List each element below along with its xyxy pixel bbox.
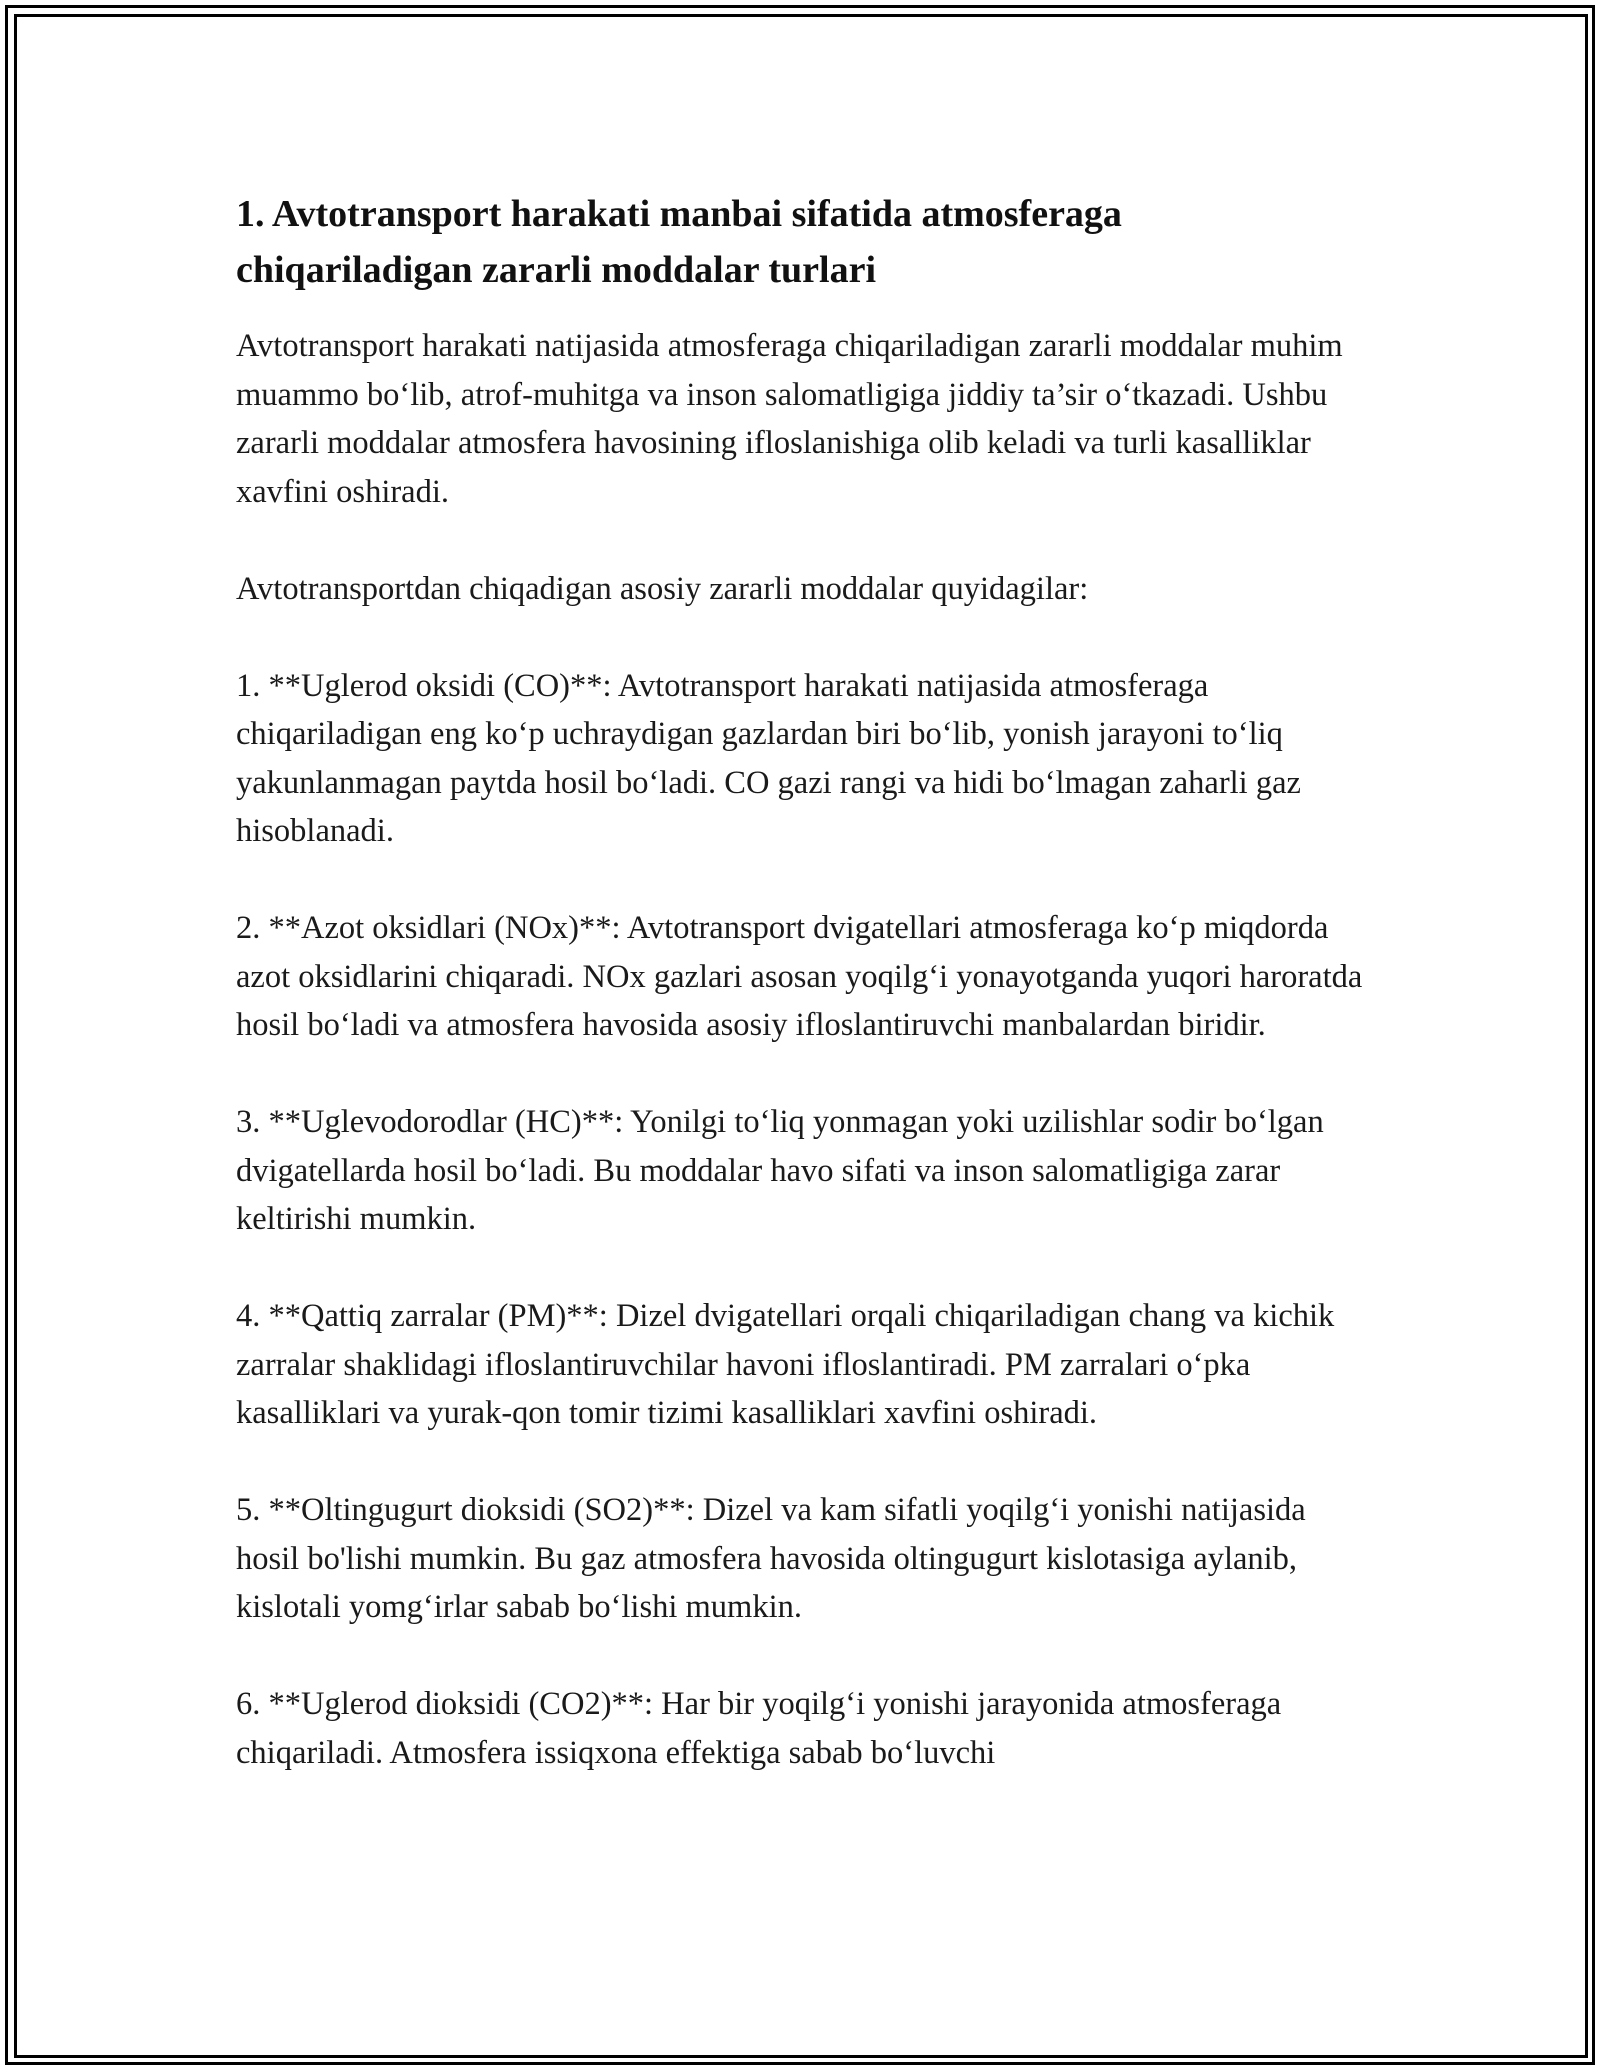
- list-item-pm: 4. **Qattiq zarralar (PM)**: Dizel dvigatellari orqali chiqariladigan chang va kichik zarralar shaklidagi ifloslantiruvchilar havoni ifloslantiradi. PM zarralari o‘pka kasalliklari va yurak-qon tomir tizimi kasalliklari xavfini oshiradi.: [236, 1298, 1335, 1431]
- list-intro-paragraph: Avtotransportdan chiqadigan asosiy zararli moddalar quyidagilar:: [236, 570, 1089, 607]
- section-heading: 1. Avtotransport harakati manbai sifatida atmosferaga chiqariladigan zararli moddalar turlari: [236, 193, 1122, 291]
- list-item-nox: 2. **Azot oksidlari (NOx)**: Avtotransport dvigatellari atmosferaga ko‘p miqdorda azot oksidlarini chiqaradi. NOx gazlari asosan yoqilg‘i yonayotganda yuqori haroratda hosil bo‘ladi va atmosfera havosida asosiy ifloslantiruvchi manbalardan biridir.: [236, 910, 1363, 1043]
- list-item-so2: 5. **Oltingugurt dioksidi (SO2)**: Dizel va kam sifatli yoqilg‘i yonishi natijasida hosil bo'lishi mumkin. Bu gaz atmosfera havosida oltingugurt kislotasiga aylanib, kislotali yomg‘irlar sabab bo‘lishi mumkin.: [236, 1492, 1306, 1625]
- list-item-hc: 3. **Uglevodorodlar (HC)**: Yonilgi to‘liq yonmagan yoki uzilishlar sodir bo‘lgan dvigatellarda hosil bo‘ladi. Bu moddalar havo sifati va inson salomatligiga zarar keltirishi mumkin.: [236, 1104, 1324, 1237]
- intro-paragraph: Avtotransport harakati natijasida atmosferaga chiqariladigan zararli moddalar muhim muammo bo‘lib, atrof-muhitga va inson salomatligiga jiddiy ta’sir o‘tkazadi. Ushbu zararli moddalar atmosfera havosining ifloslanishiga olib keladi va turli kasalliklar xavfini oshiradi.: [236, 328, 1343, 510]
- list-item-co2: 6. **Uglerod dioksidi (CO2)**: Har bir yoqilg‘i yonishi jarayonida atmosferaga chiqariladi. Atmosfera issiqxona effektiga sabab bo‘luvchi: [236, 1686, 1282, 1771]
- list-item-co: 1. **Uglerod oksidi (CO)**: Avtotransport harakati natijasida atmosferaga chiqariladigan eng ko‘p uchraydigan gazlardan biri bo‘lib, yonish jarayoni to‘liq yakunlanmagan paytda hosil bo‘ladi. CO gazi rangi va hidi bo‘lmagan zaharli gaz hisoblanadi.: [236, 667, 1301, 849]
- page-content: [236, 186, 1366, 1826]
